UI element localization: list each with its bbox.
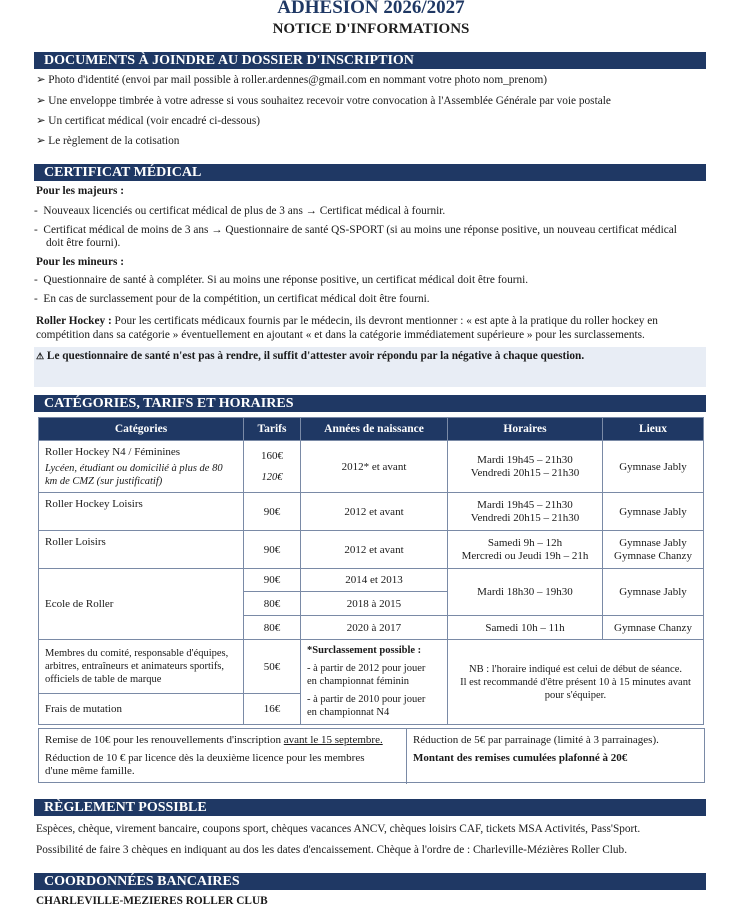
table-row: [39, 441, 704, 493]
section-heading-reglement: RÈGLEMENT POSSIBLE: [34, 799, 706, 816]
column-header: Tarifs: [244, 418, 301, 441]
column-header: Horaires: [448, 418, 603, 441]
years-cell: 2012 et avant: [301, 493, 448, 531]
price-cell: 90€: [244, 569, 301, 592]
notice-box: [34, 347, 706, 387]
list-item: - En cas de surclassement pour de la compétition, un certificat médical doit être fourni.: [34, 293, 430, 305]
column-header: Années de naissance: [301, 418, 448, 441]
years-cell: 2020 à 2017: [301, 616, 448, 640]
price-cell: 90€: [244, 531, 301, 569]
roller-hockey-note-continuation: compétition dans sa catégorie » éventuellement en ajoutant « et dans la catégorie immédiatement supérieure » pour les surclassements.: [36, 329, 645, 341]
section-heading-banque: COORDONNÉES BANCAIRES: [34, 873, 706, 890]
years-cell: 2012 et avant: [301, 531, 448, 569]
bank-account-name: CHARLEVILLE-MEZIERES ROLLER CLUB: [36, 895, 268, 907]
notice-text: ⚠ Le questionnaire de santé n'est pas à rendre, il suffit d'attester avoir répondu par la négative à chaque question.: [36, 350, 585, 362]
place-cell: Gymnase Chanzy: [603, 616, 704, 640]
remise-renouvellement: Remise de 10€ pour les renouvellements d'inscription avant le 15 septembre.: [45, 734, 383, 746]
section-heading-categories: CATÉGORIES, TARIFS ET HORAIRES: [34, 395, 706, 412]
list-item: ➢ Le règlement de la cotisation: [36, 135, 180, 147]
reglement-modes: Espèces, chèque, virement bancaire, coupons sport, chèques vacances ANCV, chèques loisirs CAF, tickets MSA Activités, Pass'Sport.: [36, 823, 641, 835]
price-cell: 80€: [244, 616, 301, 640]
roller-hockey-note: Roller Hockey : Pour les certificats médicaux fournis par le médecin, ils devront mentionner : « est apte à la pratique du roller hockey en: [36, 315, 658, 327]
bullet-arrow-icon: ➢: [36, 135, 46, 147]
category-cell: Frais de mutation: [39, 694, 244, 725]
remise-famille: Réduction de 10 € par licence dès la deuxième licence pour les membres: [45, 752, 365, 764]
list-item: ➢ Une enveloppe timbrée à votre adresse si vous souhaitez recevoir votre convocation à l'Assemblée Générale par voie postale: [36, 95, 611, 107]
category-cell: Roller Loisirs: [39, 531, 244, 569]
surclassement-cell: *Surclassement possible : - à partir de 2012 pour jouer en championnat féminin - à partir de 2010 pour jouer en championnat N4: [301, 640, 448, 725]
years-cell: 2014 et 2013: [301, 569, 448, 592]
price-cell: 160€ 120€: [244, 441, 301, 493]
list-item: - Questionnaire de santé à compléter. Si au moins une réponse positive, un certificat médical doit être fourni.: [34, 274, 529, 286]
reglement-cheques: Possibilité de faire 3 chèques en indiquant au dos les dates d'encaissement. Chèque à l'ordre de : Charleville-Mézières Roller Club.: [36, 844, 628, 856]
categories-table: [38, 417, 704, 725]
list-item: - Certificat médical de moins de 3 ans → Questionnaire de santé QS-SPORT (si au moins une réponse positive, un nouveau certificat médical: [34, 224, 677, 236]
bullet-arrow-icon: ➢: [36, 115, 46, 127]
remises-box: [38, 728, 705, 783]
price-cell: 80€: [244, 592, 301, 616]
hours-cell: Samedi 10h – 11h: [448, 616, 603, 640]
category-cell: Ecole de Roller: [39, 569, 244, 640]
table-row: [39, 640, 704, 694]
price-cell: 90€: [244, 493, 301, 531]
warning-icon: ⚠: [36, 351, 45, 361]
nb-cell: NB : l'horaire indiqué est celui de début de séance. Il est recommandé d'être présent 10 à 15 minutes avant pour s'équiper.: [448, 640, 704, 725]
list-item: - Nouveaux licenciés ou certificat médical de plus de 3 ans → Certificat médical à fournir.: [34, 205, 446, 217]
place-cell: Gymnase Jably: [603, 493, 704, 531]
list-item-continuation: doit être fourni).: [46, 237, 121, 249]
category-cell: Membres du comité, responsable d'équipes, arbitres, entraîneurs et animateurs sportifs, officiels de table de marque: [39, 640, 244, 694]
price-cell: 50€: [244, 640, 301, 694]
bullet-arrow-icon: ➢: [36, 74, 46, 86]
table-row: [39, 531, 704, 569]
years-cell: 2018 à 2015: [301, 592, 448, 616]
table-header-row: [39, 418, 704, 441]
hours-cell: Mardi 19h45 – 21h30 Vendredi 20h15 – 21h30: [448, 441, 603, 493]
hours-cell: Samedi 9h – 12h Mercredi ou Jeudi 19h – 21h: [448, 531, 603, 569]
column-header: Catégories: [39, 418, 244, 441]
section-heading-documents: DOCUMENTS À JOINDRE AU DOSSIER D'INSCRIPTION: [34, 52, 706, 69]
list-item: ➢ Photo d'identité (envoi par mail possible à roller.ardennes@gmail.com en nommant votre photo nom_prenom): [36, 74, 548, 86]
page-title: ADHESION 2026/2027: [277, 0, 465, 18]
column-header: Lieux: [603, 418, 704, 441]
bullet-arrow-icon: ➢: [36, 95, 46, 107]
category-cell: Roller Hockey N4 / Féminines Lycéen, étudiant ou domicilié à plus de 80 km de CMZ (sur justificatif): [39, 441, 244, 493]
place-cell: Gymnase Jably Gymnase Chanzy: [603, 531, 704, 569]
place-cell: Gymnase Jably: [603, 441, 704, 493]
majeurs-label: Pour les majeurs :: [36, 185, 124, 197]
remise-plafond: Montant des remises cumulées plafonné à 20€: [413, 752, 628, 764]
list-item: ➢ Un certificat médical (voir encadré ci-dessous): [36, 115, 261, 127]
remise-famille-continuation: d'une même famille.: [45, 765, 135, 777]
price-cell: 16€: [244, 694, 301, 725]
hours-cell: Mardi 18h30 – 19h30: [448, 569, 603, 616]
table-row: [39, 493, 704, 531]
place-cell: Gymnase Jably: [603, 569, 704, 616]
hours-cell: Mardi 19h45 – 21h30 Vendredi 20h15 – 21h30: [448, 493, 603, 531]
section-heading-certificat: CERTIFICAT MÉDICAL: [34, 164, 706, 181]
category-cell: Roller Hockey Loisirs: [39, 493, 244, 531]
mineurs-label: Pour les mineurs :: [36, 256, 124, 268]
table-row: [39, 569, 704, 592]
years-cell: 2012* et avant: [301, 441, 448, 493]
page-subtitle: NOTICE D'INFORMATIONS: [272, 21, 470, 37]
remise-parrainage: Réduction de 5€ par parrainage (limité à 3 parrainages).: [413, 734, 659, 746]
